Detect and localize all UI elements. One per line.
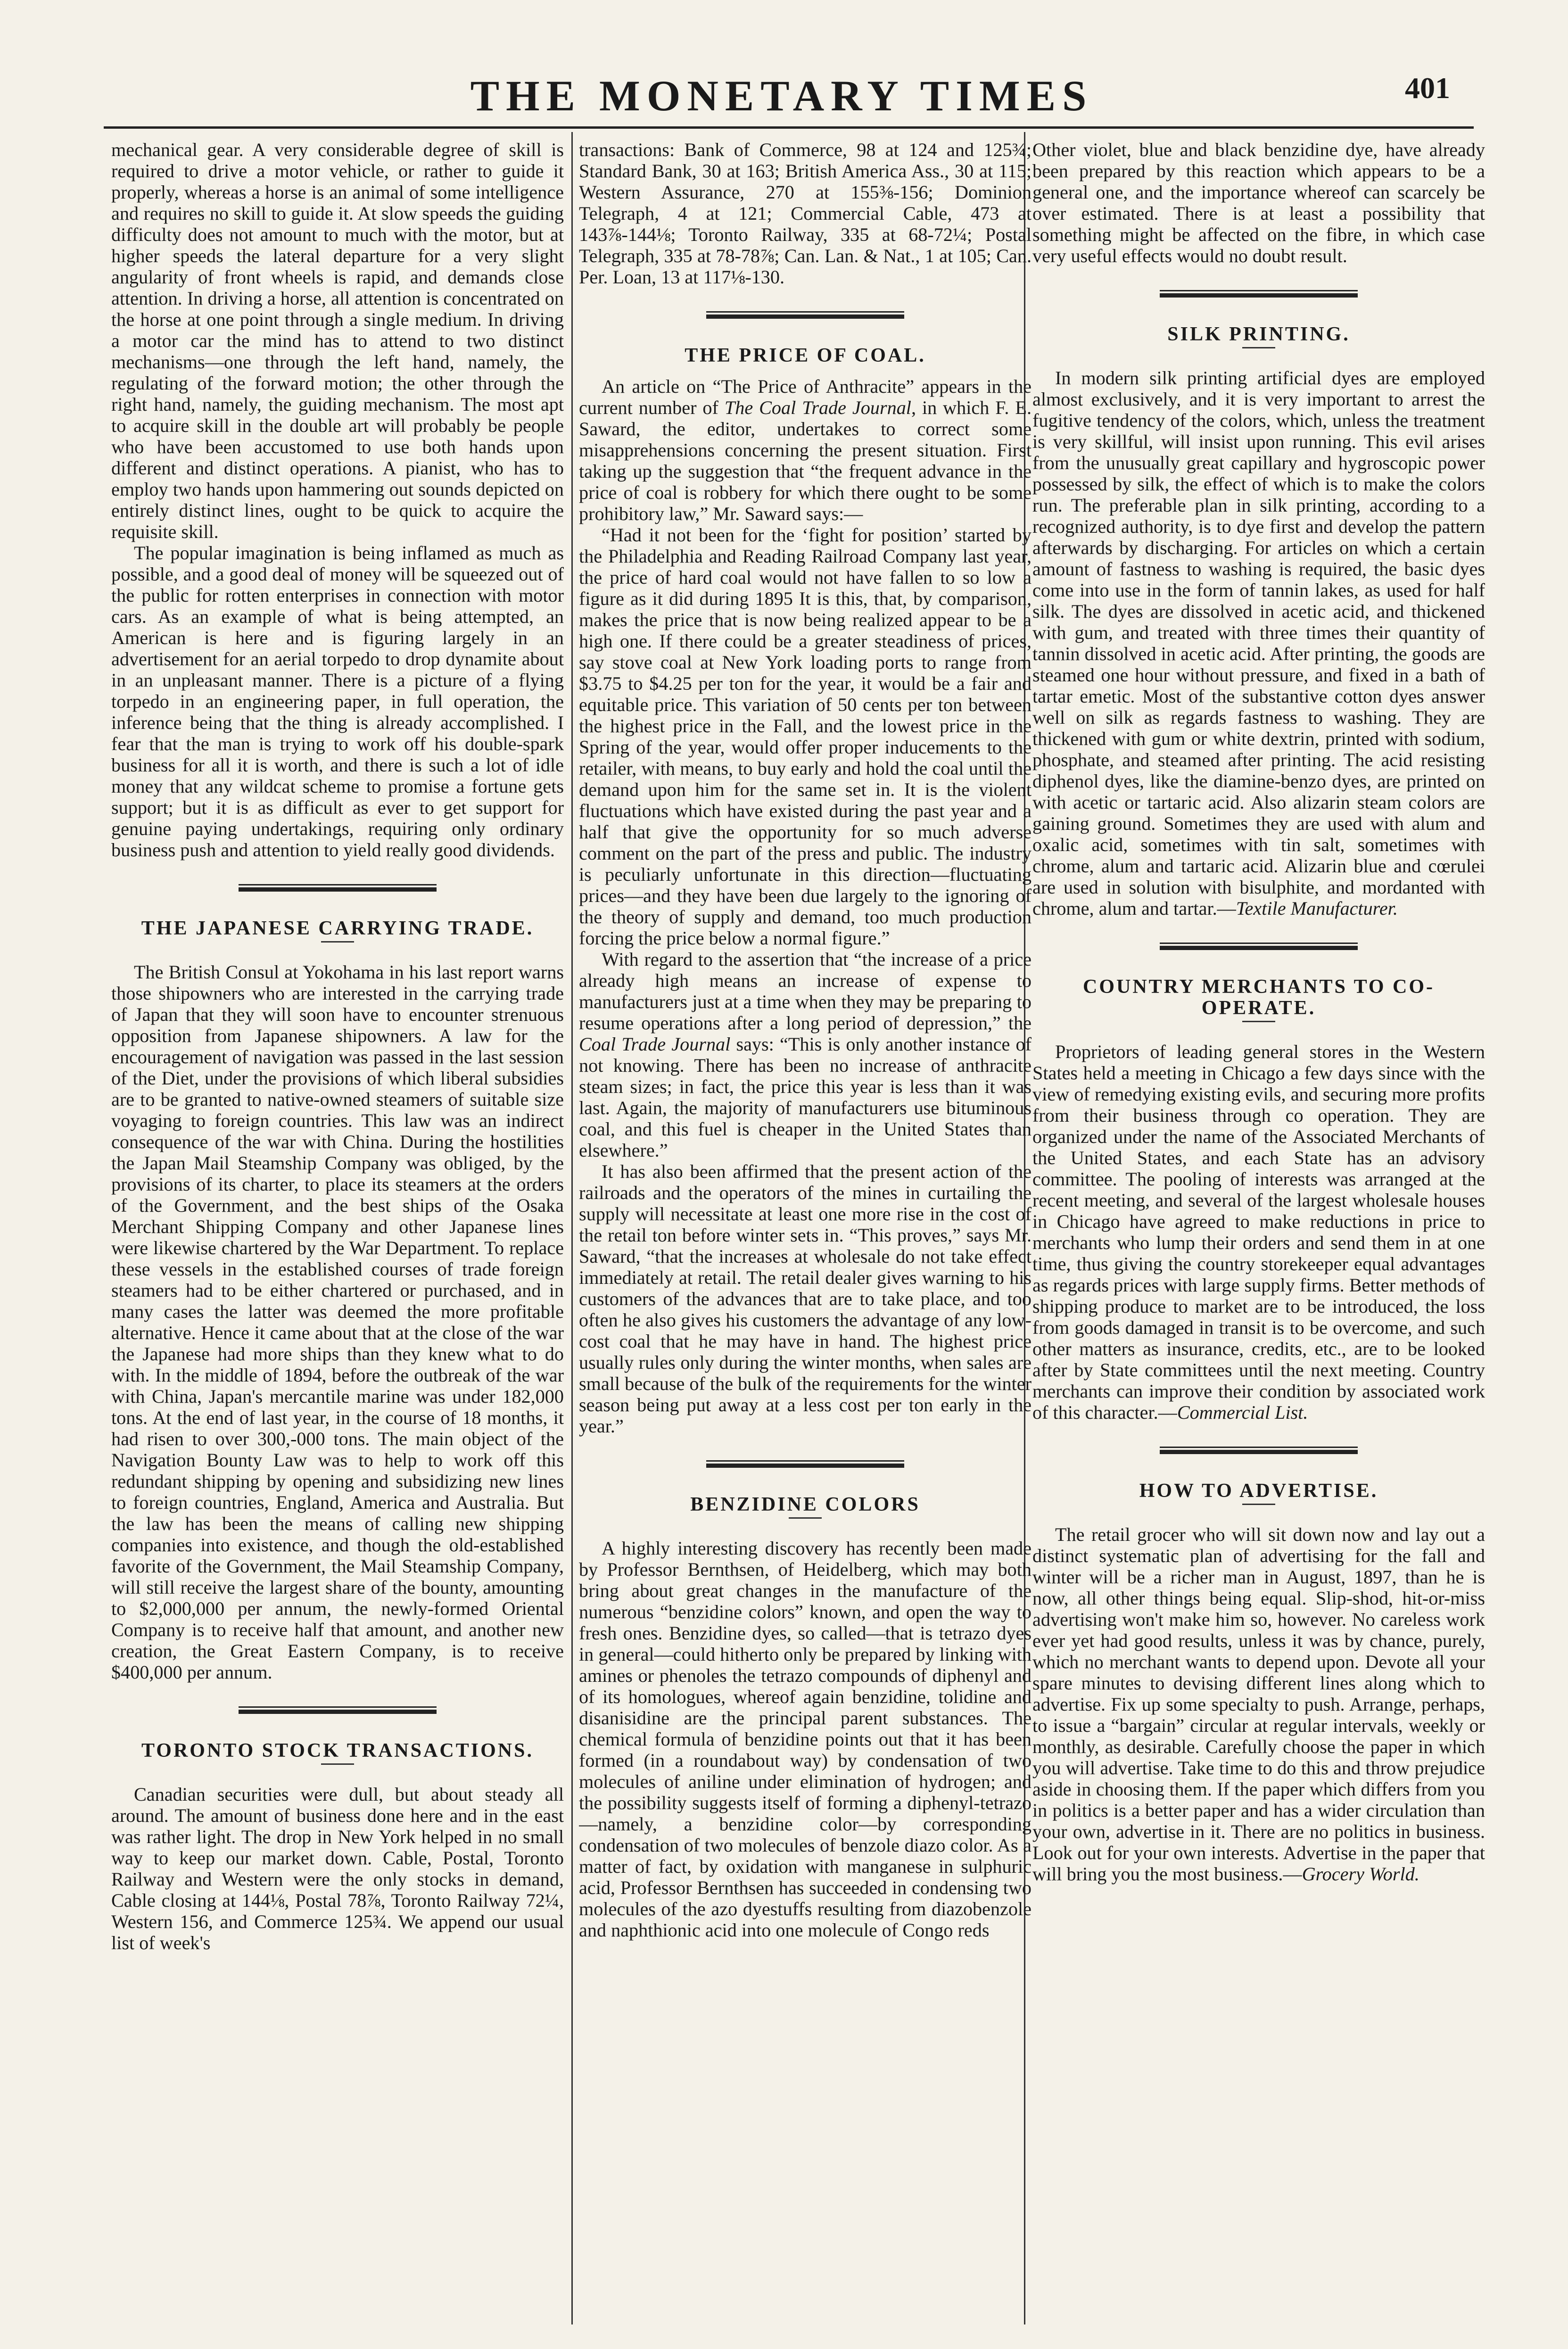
article-paragraph	[1032, 367, 1485, 919]
text-run: The retail grocer who will sit down now and lay out a distinct systematic plan of advertising for the fall and winter will be a richer man in August, 1897, than he is now, all other things being equal. Slip-shod, hit-or-miss advertising won't make him so, however. No careless work ever yet had good results, unless it was by chance, purely, which no merchant wants to depend upon. Devote all your spare minutes to devising different lines along which to advertise. Fix up some specialty to push. Arrange, perhaps, to issue a “bargain” circular at regular intervals, weekly or monthly, as desirable. Carefully choose the paper in which you will advertise. Take time to do this and throw prejudice aside in choosing them. If the paper which differs from you in politics is a better paper and has a wider circulation than your own, advertise in it. There are no politics in business. Look out for your own interests. Advertise in the paper that will bring you the most business.—	[1032, 1524, 1485, 1885]
masthead	[104, 71, 1460, 127]
article-paragraph: The British Consul at Yokohama in his last report warns those shipowners who are interested in the carrying trade of Japan that they will soon have to encounter strenuous opposition from Japanese shipowners. A law for the encouragement of navigation was passed in the last session of the Diet, under the provisions of which liberal subsidies are to be granted to native-owned steamers of suitable size voyaging to foreign countries. This law was an indirect consequence of the war with China. During the hostilities the Japan Mail Steamship Company was obliged, by the provisions of its charter, to place its steamers at the orders of the Government, and the best ships of the Osaka Merchant Shipping Company and other Japanese lines were likewise chartered by the War Department. To replace these vessels in the established courses of trade foreign steamers had to be either chartered or purchased, and in many cases the latter was deemed the more profitable alternative. Hence it came about that at the close of the war the Japanese had more ships than they knew what to do with. In the middle of 1894, before the outbreak of the war with China, Japan's mercantile marine was under 182,000 tons. At the end of last year, in the course of 18 months, it had risen to over 300,-000 tons. The main object of the Navigation Bounty Law was to help to work off this redundant shipping by opening and subsidizing new lines to foreign countries, England, America and Australia. But the law has been the means of calling new shipping companies into existence, and though the old-established favorite of the Government, the Mail Steamship Company, will still receive the largest share of the bounty, amounting to $2,000,000 per annum, the newly-formed Oriental Company is to receive half that amount, and another new creation, the Great Eastern Company, is to receive $400,000 per annum.	[111, 961, 564, 1683]
text-run: Proprietors of leading general stores in the Western States held a meeting in Chicago a few days since with the view of remedying existing evils, and securing more profits from their business through co operation. They are organized under the name of the Associated Merchants of the United States, and each State has an advisory committee. The pooling of interests was arranged at the recent meeting, and several of the largest wholesale houses in Chicago have agreed to make reductions in price to merchants who lump their orders and send them in at one time, thus giving the country storekeeper equal advantages as regards prices with large supply firms. Better methods of shipping produce to market are to be introduced, the loss from goods damaged in transit is to be overcome, and such other matters as insurance, credits, etc., are to be looked after by State committees until the next meeting. Country merchants can improve their condition by associated work of this character.—	[1032, 1041, 1485, 1423]
source-credit: Grocery World.	[1302, 1863, 1419, 1885]
column-3	[1032, 139, 1485, 2317]
headline-dash	[1242, 347, 1275, 348]
article-paragraph: Other violet, blue and black benzidine dye, have already been prepared by this reaction which appears to be a general one, and the importance whereof can scarcely be over estimated. There is at least a possibility that something might be affected on the fibre, in which case very useful effects would no doubt result.	[1032, 139, 1485, 266]
text-run: , in which F. E. Saward, the editor, undertakes to correct some misapprehensions concerning the present situation. First taking up the suggestion that “the frequent advance in the price of coal is robbery for which there ought to be some prohibitory law,” Mr. Saward says:—	[579, 397, 1032, 524]
section-separator	[706, 1460, 904, 1468]
headline-dash	[321, 941, 354, 943]
text-run: says: “This is only another instance of not knowing. There has been no increase of anthracite steam sizes; in fact, the price this year is less than it was last. Again, the majority of manufacturers use bituminous coal, and this fuel is cheaper in the United States than elsewhere.”	[579, 1034, 1032, 1161]
newspaper-title: THE MONETARY TIMES	[470, 72, 1093, 120]
headline-dash	[1242, 1021, 1275, 1022]
section-separator	[1160, 1447, 1358, 1454]
headline-how-to-advertise: HOW TO ADVERTISE.	[1139, 1480, 1378, 1502]
article-paragraph	[579, 376, 1032, 524]
headline-japanese-carrying-trade: THE JAPANESE CARRYING TRADE.	[141, 918, 534, 939]
article-paragraph: “Had it not been for the ‘fight for position’ started by the Philadelphia and Reading Railroad Company last year, the price of hard coal would not have fallen to so low a figure as it did during 1895 It is this, that, by comparison, makes the price that is now being realized appear to be a high one. If there could be a greater steadiness of prices, say stove coal at New York loading ports to range from $3.75 to $4.25 per ton for the year, it would be a fair and equitable price. This variation of 50 cents per ton between the highest price in the Fall, and the lowest price in the Spring of the year, would offer proper inducements to the retailer, with means, to buy early and hold the coal until the demand upon him for the same set in. It is the violent fluctuations which have existed during the past year and a half that give the opportunity for so much adverse comment on the part of the press and public. The industry is peculiarly unfortunate in this direction—fluctuating prices—and they have been due largely to the ignoring of the theory of supply and demand, too much production forcing the price below a normal figure.”	[579, 524, 1032, 949]
section-separator	[1160, 943, 1358, 950]
headline-silk-printing: SILK PRINTING.	[1167, 323, 1350, 345]
section-separator	[239, 1706, 437, 1714]
article-paragraph	[1032, 1524, 1485, 1885]
page-number: 401	[1405, 71, 1450, 105]
masthead-rule	[104, 126, 1474, 129]
headline-benzidine-colors: BENZIDINE COLORS	[690, 1494, 920, 1515]
column-1	[111, 139, 564, 2317]
article-paragraph: It has also been affirmed that the present action of the railroads and the operators of the mines in curtailing the supply will necessitate at least one more rise in the cost of the retail ton before winter sets in. “This proves,” says Mr. Saward, “that the increases at wholesale do not take effect immediately at retail. The retail dealer gives warning to his customers of the advances that are to take place, and too often he also gives his customers the advantage of any low-cost coal that he may have in hand. The highest price usually rules only during the winter months, when sales are small because of the bulk of the requirements for the winter season being put away at a less cost per ton early in the year.”	[579, 1161, 1032, 1437]
article-paragraph	[579, 949, 1032, 1161]
article-paragraph: Canadian securities were dull, but about steady all around. The amount of business done here and in the east was rather light. The drop in New York helped in no small way to keep our market down. Cable, Postal, Toronto Railway and Western were the only stocks in demand, Cable closing at 144⅛, Postal 78⅞, Toronto Railway 72¼, Western 156, and Commerce 125¾. We append our usual list of week's	[111, 1784, 564, 1953]
source-credit: Commercial List.	[1177, 1402, 1308, 1423]
headline-dash	[321, 1763, 354, 1765]
headline-country-merchants: COUNTRY MERCHANTS TO CO-OPERATE.	[1083, 976, 1435, 1019]
column-rule	[571, 132, 573, 2324]
publication-name: Coal Trade Journal	[579, 1034, 731, 1055]
headline-dash	[1242, 1504, 1275, 1505]
article-paragraph: A highly interesting discovery has recently been made by Professor Bernthsen, of Heidelberg, which may both bring about great changes in the manufacture of the numerous “benzidine colors” known, and open the way to fresh ones. Benzidine dyes, so called—that is tetrazo dyes in general—could hitherto only be prepared by linking with amines or phenoles the tetrazo compounds of diphenyl and of its homologues, whereof again benzidine, tolidine and disanisidine are the principal parent substances. The chemical formula of benzidine points out that it has been formed (in a roundabout way) by condensation of two molecules of aniline under elimination of hydrogen; and the possibility suggests itself of forming a diphenyl-tetrazo—namely, a benzidine color—by corresponding condensation of two molecules of benzole diazo color. As a matter of fact, by oxidation with manganese in sulphuric acid, Professor Bernthsen has succeeded in condensing two molecules of the azo dyestuffs resulting from diazobenzole and naphthionic acid into one molecule of Congo reds	[579, 1538, 1032, 1941]
section-separator	[239, 884, 437, 892]
text-run: With regard to the assertion that “the increase of a price already high means an increase of expense to manufacturers just at a time when they may be preparing to resume operations after a long period of depression,” the	[579, 949, 1032, 1034]
section-separator	[706, 311, 904, 319]
text-run: In modern silk printing artificial dyes are employed almost exclusively, and it is very important to arrest the fugitive tendency of the colors, which, unless the treatment is very skillful, will insist upon running. This evil arises from the unusually great capillary and hygroscopic power possessed by silk, the effect of which is to make the colors run. The preferable plan in silk printing, according to a recognized authority, is to dye first and develop the pattern afterwards by discharging. For articles on which a certain amount of fastness to washing is required, the basic dyes come into use in the form of tannin lakes, as used for half silk. The dyes are dissolved in acetic acid, and thickened with gum, and treated with three times their quantity of tannin dissolved in acetic acid. After printing, the goods are steamed one hour without pressure, and fixed in a bath of tartar emetic. Most of the substantive cotton dyes answer well on silk as regards fastness to washing. They are thickened with gum or white dextrin, printed with sodium, phosphate, and steamed after printing. The acid resisting diphenol dyes, like the diamine-benzo dyes, are printed on with acetic or tartaric acid. Also alizarin steam colors are gaining ground. Sometimes they are used with alum and oxalic acid, sometimes with tin salt, sometimes with chrome, alum and tartaric acid. Alizarin blue and cœrulei are used in solution with bisulphite, and mordanted with chrome, alum and tartar.—	[1032, 367, 1485, 919]
text-run: An article on “The Price of Anthracite” appears in the current number of	[579, 376, 1032, 418]
article-paragraph: mechanical gear. A very considerable degree of skill is required to drive a motor vehicle, or rather to guide it properly, whereas a horse is an animal of some intelligence and requires no skill to guide it. At slow speeds the guiding difficulty does not amount to much with the motor, but at higher speeds the lateral departure for a very slight angularity of front wheels is rapid, and demands close attention. In driving a horse, all attention is concentrated on the horse at one point through a single medium. In driving a motor car the mind has to attend to two distinct mechanisms—one through the left hand, namely, the regulating of the forward motion; the other through the right hand, namely, the guiding mechanism. The most apt to acquire skill in the double art will probably be people who have been accustomed to use both hands upon different and distinct operations. A pianist, who has to employ two hands upon hammering out sounds depicted on entirely distinct lines, ought to be quick to acquire the requisite skill.	[111, 139, 564, 542]
publication-name: The Coal Trade Journal	[724, 397, 911, 418]
section-separator	[1160, 290, 1358, 298]
column-2	[579, 139, 1032, 2317]
article-paragraph: The popular imagination is being inflamed as much as possible, and a good deal of money will be squeezed out of the public for rotten enterprises in connection with motor cars. As an example of what is being attempted, an American is here and is figuring largely in an advertisement for an aerial torpedo to drop dynamite about in an unpleasant manner. There is a picture of a flying torpedo in an engineering paper, in full operation, the inference being that the thing is already accomplished. I fear that the man is trying to work off his double-spark business for all it is worth, and there is such a lot of idle money that any wildcat scheme to promise a fortune gets support; but it is as difficult as ever to get support for genuine paying undertakings, requiring only ordinary business push and attention to yield really good dividends.	[111, 542, 564, 860]
headline-price-of-coal: THE PRICE OF COAL.	[685, 345, 926, 366]
headline-toronto-stock-transactions: TORONTO STOCK TRANSACTIONS.	[141, 1740, 534, 1762]
headline-dash	[789, 1517, 822, 1519]
article-paragraph	[1032, 1041, 1485, 1423]
source-credit: Textile Manufacturer.	[1236, 898, 1398, 919]
article-paragraph: transactions: Bank of Commerce, 98 at 124 and 125¾; Standard Bank, 30 at 163; British America Ass., 30 at 115; Western Assurance, 270 at 155⅜-156; Dominion Telegraph, 4 at 121; Commercial Cable, 473 at 143⅞-144⅛; Toronto Railway, 335 at 68-72¼; Postal Telegraph, 335 at 78-78⅞; Can. Lan. & Nat., 1 at 105; Can. Per. Loan, 13 at 117⅛-130.	[579, 139, 1032, 288]
